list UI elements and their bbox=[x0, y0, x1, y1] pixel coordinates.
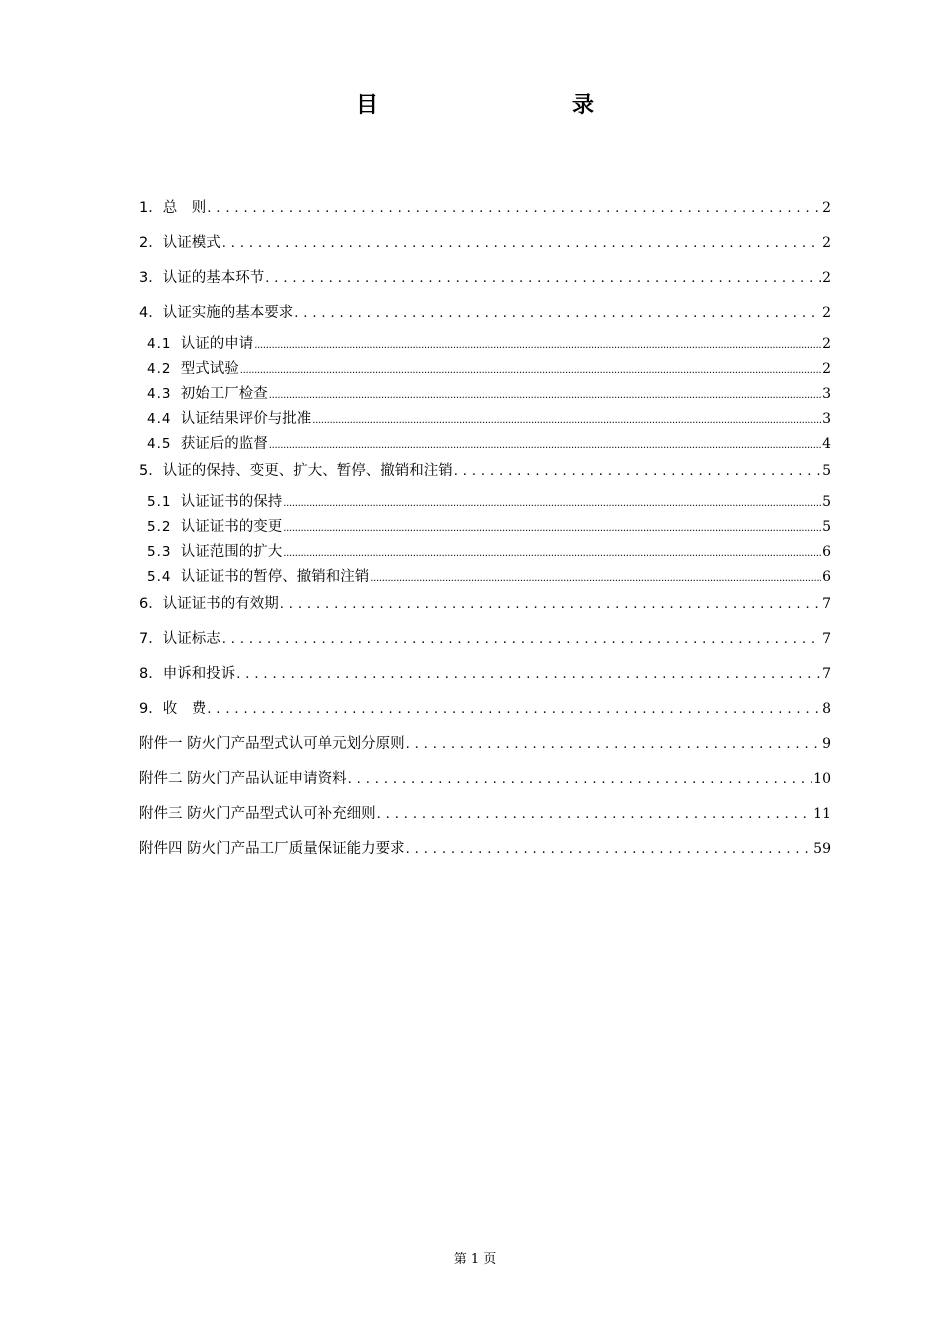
toc-subentry-text: 认证范围的扩大 bbox=[180, 544, 283, 560]
toc-subentry-number: 4.2 bbox=[147, 361, 172, 377]
toc-subentry-text: 认证证书的保持 bbox=[180, 494, 283, 510]
toc-entry-page: 5 bbox=[822, 463, 831, 479]
toc-entry-page: 11 bbox=[813, 806, 831, 822]
toc-subentry-number: 5.3 bbox=[147, 544, 172, 560]
toc-entry-page: 5 bbox=[822, 494, 831, 510]
toc-subentry-text: 认证证书的变更 bbox=[180, 519, 283, 535]
toc-entry-label: 8．申诉和投诉 bbox=[139, 666, 236, 682]
toc-subentry-5-1[interactable] bbox=[139, 490, 831, 515]
toc-entry-label: 附件三 防火门产品型式认可补充细则 bbox=[139, 806, 376, 822]
toc-entry-page: 3 bbox=[822, 386, 831, 402]
toc-entry-page: 2 bbox=[822, 235, 831, 251]
toc-entry-page: 6 bbox=[822, 544, 831, 560]
toc-subentry-4-5[interactable] bbox=[139, 432, 831, 457]
toc-subentry-4-3[interactable] bbox=[139, 382, 831, 407]
toc-subentry-number: 5.4 bbox=[147, 569, 172, 585]
toc-entry-page: 2 bbox=[822, 200, 831, 216]
toc-entry-label: 附件四 防火门产品工厂质量保证能力要求 bbox=[139, 841, 405, 857]
table-of-contents bbox=[139, 194, 831, 870]
toc-entry-label: 附件二 防火门产品认证申请资料 bbox=[139, 771, 347, 787]
toc-subentry-5-4[interactable] bbox=[139, 565, 831, 590]
toc-subentry-4-1[interactable] bbox=[139, 332, 831, 357]
toc-subentry-number: 5.1 bbox=[147, 494, 172, 510]
toc-entry-page: 7 bbox=[822, 631, 831, 647]
toc-subentry-4-2[interactable] bbox=[139, 357, 831, 382]
toc-entry-label: 9．收 费 bbox=[139, 701, 207, 717]
toc-subentry-text: 获证后的监督 bbox=[180, 436, 268, 452]
toc-entry-page: 6 bbox=[822, 569, 831, 585]
toc-entry-label: 附件一 防火门产品型式认可单元划分原则 bbox=[139, 736, 405, 752]
toc-subentry-number: 5.2 bbox=[147, 519, 172, 535]
toc-subentry-text: 认证的申请 bbox=[180, 336, 254, 352]
toc-entry-6[interactable] bbox=[139, 590, 831, 625]
toc-subentry-text: 认证结果评价与批准 bbox=[180, 411, 312, 427]
toc-subentry-text: 型式试验 bbox=[180, 361, 239, 377]
toc-entry-label: 2．认证模式 bbox=[139, 235, 221, 251]
toc-subentry-5-3[interactable] bbox=[139, 540, 831, 565]
toc-subentry-5-2[interactable] bbox=[139, 515, 831, 540]
toc-entry-page: 10 bbox=[813, 771, 831, 787]
toc-entry-page: 2 bbox=[822, 361, 831, 377]
toc-entry-appendix-4[interactable] bbox=[139, 835, 831, 870]
toc-subentry-number: 4.1 bbox=[147, 336, 172, 352]
toc-subentry-number: 4.4 bbox=[147, 411, 172, 427]
toc-subentry-text: 认证证书的暂停、撤销和注销 bbox=[180, 569, 370, 585]
toc-entry-7[interactable] bbox=[139, 625, 831, 660]
toc-entry-8[interactable] bbox=[139, 660, 831, 695]
toc-entry-1[interactable] bbox=[139, 194, 831, 229]
toc-entry-page: 59 bbox=[813, 841, 831, 857]
toc-entry-appendix-3[interactable] bbox=[139, 800, 831, 835]
toc-entry-5[interactable] bbox=[139, 457, 831, 492]
toc-subentry-number: 4.5 bbox=[147, 436, 172, 452]
toc-entry-page: 2 bbox=[822, 270, 831, 286]
toc-entry-label: 6．认证证书的有效期 bbox=[139, 596, 279, 612]
toc-entry-page: 7 bbox=[822, 666, 831, 682]
toc-entry-page: 5 bbox=[822, 519, 831, 535]
toc-entry-label: 5．认证的保持、变更、扩大、暂停、撤销和注销 bbox=[139, 463, 453, 479]
toc-entry-4[interactable] bbox=[139, 299, 831, 334]
toc-entry-page: 3 bbox=[822, 411, 831, 427]
toc-entry-page: 2 bbox=[822, 305, 831, 321]
toc-subentry-text: 初始工厂检查 bbox=[180, 386, 268, 402]
toc-entry-appendix-2[interactable] bbox=[139, 765, 831, 800]
toc-entry-3[interactable] bbox=[139, 264, 831, 299]
toc-entry-page: 2 bbox=[822, 336, 831, 352]
toc-entry-appendix-1[interactable] bbox=[139, 730, 831, 765]
toc-entry-label: 4．认证实施的基本要求 bbox=[139, 305, 294, 321]
toc-entry-page: 8 bbox=[822, 701, 831, 717]
toc-entry-label: 3．认证的基本环节 bbox=[139, 270, 265, 286]
toc-subentry-4-4[interactable] bbox=[139, 407, 831, 432]
toc-entry-9[interactable] bbox=[139, 695, 831, 730]
page-footer: 第 1 页 bbox=[453, 1252, 497, 1267]
toc-entry-label: 7．认证标志 bbox=[139, 631, 221, 647]
page-title: 目 录 bbox=[355, 93, 644, 118]
toc-entry-page: 9 bbox=[822, 736, 831, 752]
toc-subentry-number: 4.3 bbox=[147, 386, 172, 402]
toc-entry-page: 4 bbox=[822, 436, 831, 452]
toc-entry-label: 1．总 则 bbox=[139, 200, 207, 216]
toc-entry-2[interactable] bbox=[139, 229, 831, 264]
toc-entry-page: 7 bbox=[822, 596, 831, 612]
